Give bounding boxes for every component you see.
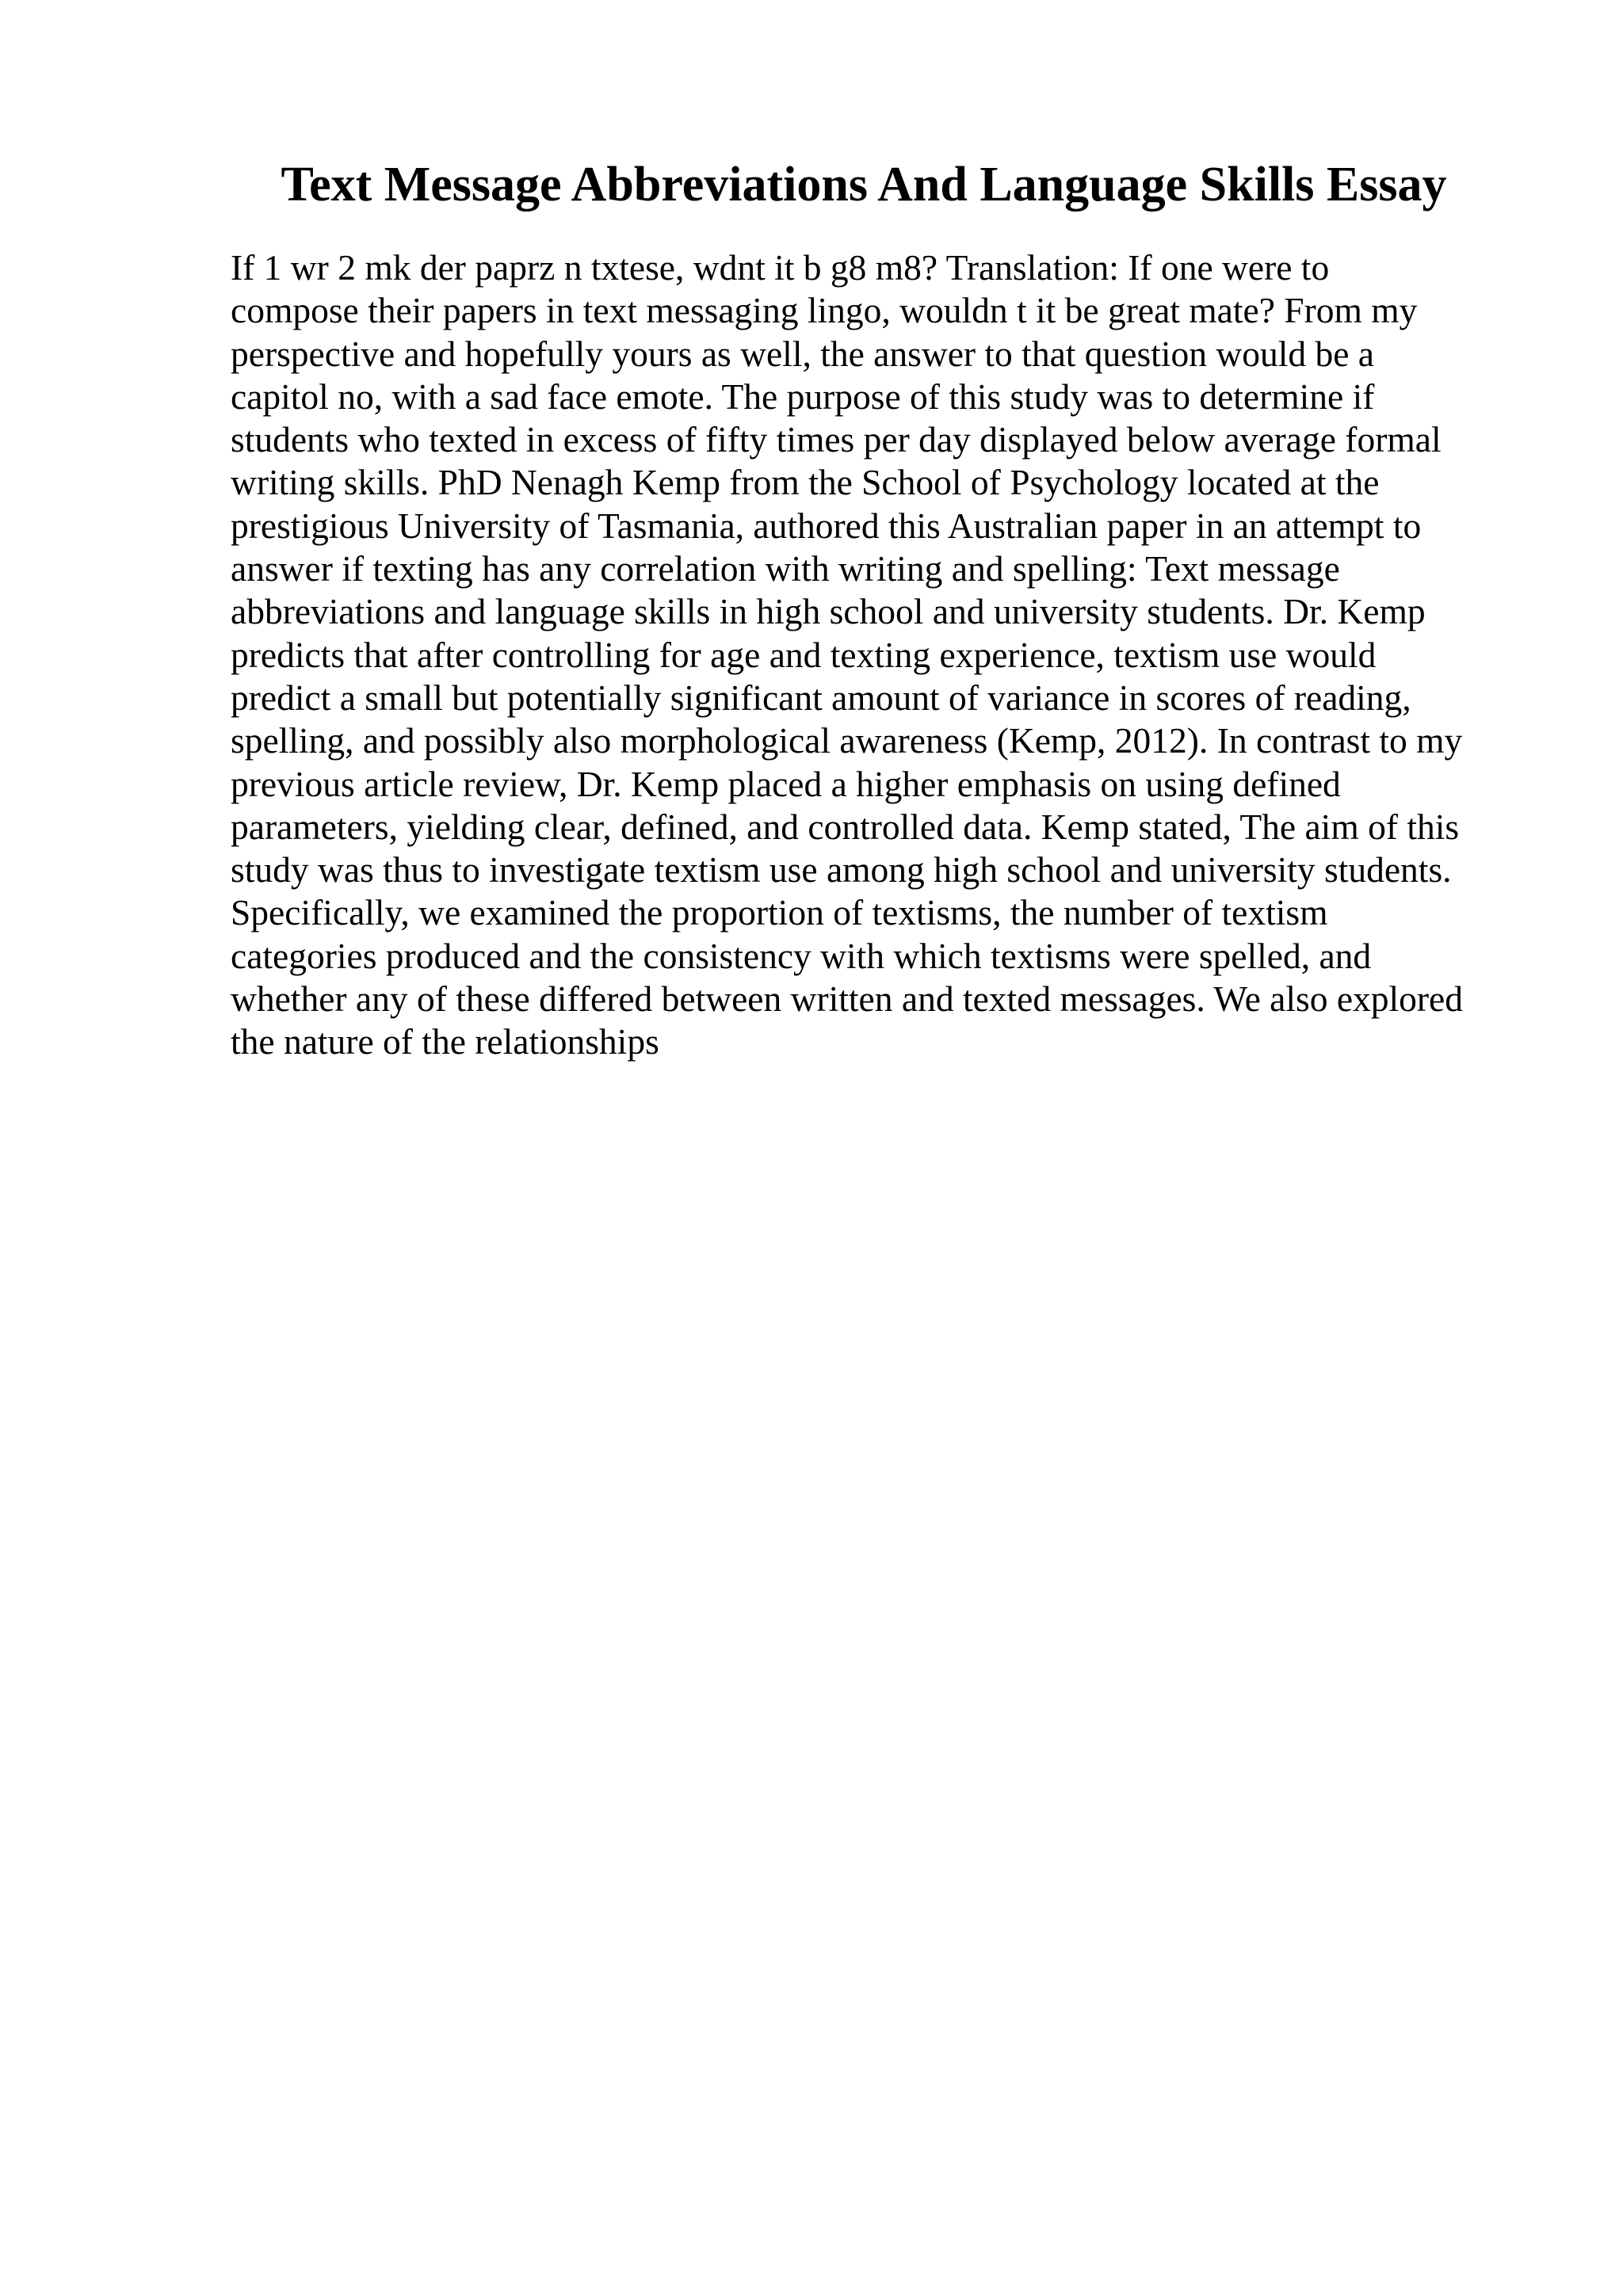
body-line: writing skills. PhD Nenagh Kemp from the School of Psychology located at the (231, 462, 1380, 503)
body-line: If 1 wr 2 mk der paprz n txtese, wdnt it b g8 m8? Translation: If one were to (231, 247, 1330, 288)
body-line: categories produced and the consistency with which textisms were spelled, and (231, 935, 1372, 976)
essay-body (231, 246, 1514, 1064)
body-line: students who texted in excess of fifty times per day displayed below average formal (231, 419, 1442, 460)
body-line: compose their papers in text messaging lingo, wouldn t it be great mate? From my (231, 290, 1418, 331)
body-line: prestigious University of Tasmania, authored this Australian paper in an attempt to (231, 505, 1422, 546)
body-line: the nature of the relationships (231, 1021, 659, 1062)
body-line: predict a small but potentially significant amount of variance in scores of reading, (231, 677, 1411, 718)
body-line: study was thus to investigate textism use among high school and university students. (231, 849, 1452, 891)
body-line: predicts that after controlling for age and texting experience, textism use would (231, 634, 1377, 675)
body-line: answer if texting has any correlation with writing and spelling: Text message (231, 548, 1340, 589)
body-line: parameters, yielding clear, defined, and controlled data. Kemp stated, The aim of this (231, 806, 1460, 847)
essay-title: Text Message Abbreviations And Language Skills Essay (281, 158, 1447, 212)
body-line: previous article review, Dr. Kemp placed a higher emphasis on using defined (231, 763, 1341, 804)
body-line: spelling, and possibly also morphological awareness (Kemp, 2012). In contrast to my (231, 720, 1463, 761)
body-line: perspective and hopefully yours as well, the answer to that question would be a (231, 333, 1374, 374)
body-line: Specifically, we examined the proportion of textisms, the number of textism (231, 892, 1328, 933)
body-line: whether any of these differed between written and texted messages. We also explored (231, 978, 1463, 1020)
body-line: capitol no, with a sad face emote. The purpose of this study was to determine if (231, 376, 1375, 417)
body-line: abbreviations and language skills in high school and university students. Dr. Kemp (231, 591, 1426, 632)
